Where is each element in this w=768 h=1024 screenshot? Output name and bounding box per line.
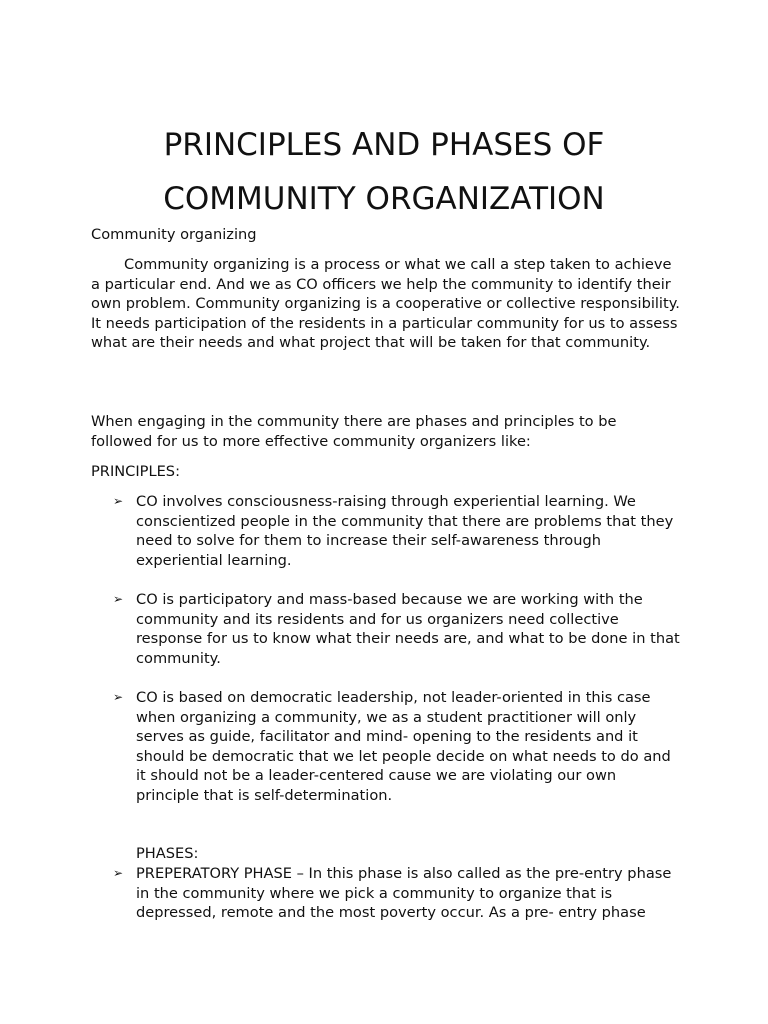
engagement-paragraph: When engaging in the community there are phases and principles to be followed for us to more effective community organizers like: [91, 413, 617, 450]
arrow-bullet-icon: ➢ [113, 494, 124, 508]
document-title [0, 118, 768, 226]
phase-item-1: PREPERATORY PHASE – In this phase is also called as the pre-entry phase in the community where we pick a community to organize that is depressed, remote and the most poverty occur. As a pre- entry phase [136, 865, 672, 922]
title-line-1: PRINCIPLES AND PHASES OF [163, 127, 605, 163]
subheading: Community organizing [91, 226, 257, 243]
principle-item-2: CO is participatory and mass-based because we are working with the community and its residents and for us organizers need collective response for us to know what their needs are, and what to be done in that community. [136, 591, 680, 667]
principle-item-1: CO involves consciousness-raising through experiential learning. We conscientized people in the community that there are problems that they need to solve for them to increase their self-awareness through experiential learning. [136, 493, 674, 569]
arrow-bullet-icon: ➢ [113, 592, 124, 606]
title-line-2: COMMUNITY ORGANIZATION [163, 181, 605, 217]
principle-item-3: CO is based on democratic leadership, not leader-oriented in this case when organizing a community, we as a student practitioner will only serves as guide, facilitator and mind- opening to the residents and it should be democratic that we let people decide on what needs to do and it should not be a leader-centered cause we are violating our own principle that is self-determination. [136, 689, 671, 804]
arrow-bullet-icon: ➢ [113, 866, 124, 880]
phases-heading: PHASES: [136, 845, 199, 862]
principles-heading: PRINCIPLES: [91, 463, 180, 480]
arrow-bullet-icon: ➢ [113, 690, 124, 704]
intro-paragraph: Community organizing is a process or what we call a step taken to achieve a particular end. And we as CO officers we help the community to identify their own problem. Community organizing is a cooperative or collective responsibility. It needs participation of the residents in a particular community for us to assess what are their needs and what project that will be taken for that community. [91, 256, 680, 352]
